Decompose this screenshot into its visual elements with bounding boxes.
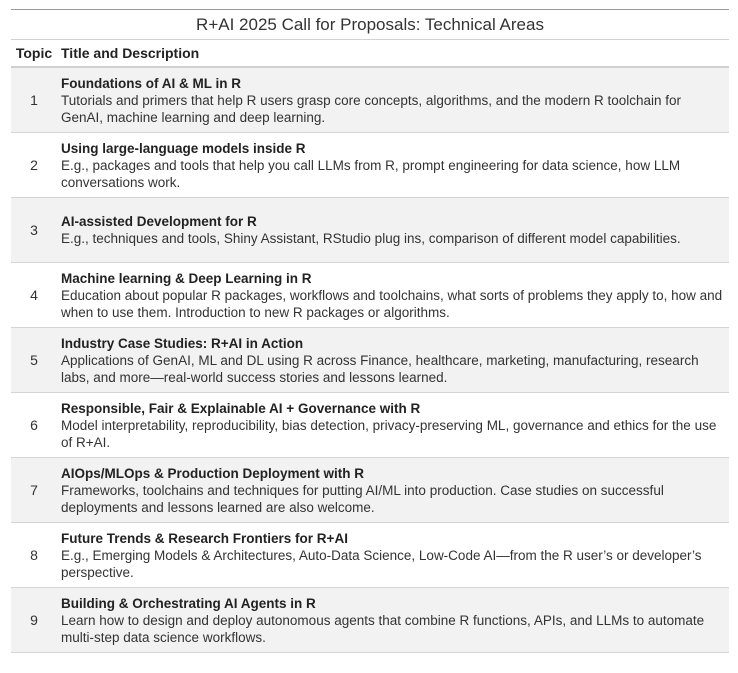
topic-title: AIOps/MLOps & Production Deployment with R: [61, 465, 365, 481]
topic-title: Industry Case Studies: R+AI in Action: [61, 335, 304, 351]
topic-title: Responsible, Fair & Explainable AI + Governance with R: [61, 400, 421, 416]
topic-title: Using large-language models inside R: [61, 140, 306, 156]
topic-description: E.g., Emerging Models & Architectures, Auto-Data Science, Low-Code AI—from the R user’s or developer’s perspective.: [61, 547, 702, 580]
table-row: [11, 523, 729, 588]
topic-description: Applications of GenAI, ML and DL using R across Finance, healthcare, marketing, manufacturing, research labs, and more—real-world success stories and lessons learned.: [61, 352, 699, 385]
topic-description: E.g., techniques and tools, Shiny Assistant, RStudio plug ins, comparison of different model capabilities.: [61, 231, 681, 246]
topic-cell: [57, 465, 729, 516]
topic-number: 1: [30, 92, 38, 108]
topic-number: 4: [30, 287, 38, 303]
topic-cell: [57, 75, 729, 126]
topic-number: 5: [30, 352, 38, 368]
topic-number: 8: [30, 547, 38, 563]
header-title-description: Title and Description: [61, 45, 200, 61]
header-topic: Topic: [15, 45, 53, 61]
topic-description: Model interpretability, reproducibility, bias detection, privacy-preserving ML, governance and ethics for the use of R+AI.: [61, 417, 717, 450]
table-row: [11, 263, 729, 328]
topic-cell: [57, 595, 729, 646]
topic-number: 7: [30, 482, 38, 498]
technical-areas-table: [11, 9, 729, 653]
topic-title: AI-assisted Development for R: [61, 214, 257, 229]
table-row: [11, 198, 729, 263]
table-header: [11, 40, 729, 68]
table-row: [11, 328, 729, 393]
topic-title: Machine learning & Deep Learning in R: [61, 270, 312, 286]
topic-cell: [57, 335, 729, 386]
topic-title: Future Trends & Research Frontiers for R+AI: [61, 530, 348, 546]
table-row: [11, 458, 729, 523]
topic-title: Building & Orchestrating AI Agents in R: [61, 595, 316, 611]
topic-cell: [57, 400, 729, 451]
topic-description: Learn how to design and deploy autonomous agents that combine R functions, APIs, and LLMs to automate multi-step data science workflows.: [61, 612, 705, 645]
topic-number: 3: [30, 222, 38, 238]
topic-description: Frameworks, toolchains and techniques for putting AI/ML into production. Case studies on successful deployments and lessons learned are also welcome.: [61, 482, 664, 515]
topic-title: Foundations of AI & ML in R: [61, 75, 241, 91]
topic-cell: [57, 140, 729, 191]
table-row: [11, 133, 729, 198]
topic-number: 9: [30, 612, 38, 628]
topic-description: Tutorials and primers that help R users grasp core concepts, algorithms, and the modern R toolchain for GenAI, machine learning and deep learning.: [61, 92, 682, 125]
table-row: [11, 68, 729, 133]
topic-number: 6: [30, 417, 38, 433]
topic-cell: [57, 213, 729, 247]
topic-description: Education about popular R packages, workflows and toolchains, what sorts of problems they apply to, how and when to use them. Introduction to new R packages or algorithms.: [61, 287, 723, 320]
table-row: [11, 588, 729, 653]
topic-cell: [57, 530, 729, 581]
topic-cell: [57, 270, 729, 321]
topic-number: 2: [30, 157, 38, 173]
table-row: [11, 393, 729, 458]
table-caption: R+AI 2025 Call for Proposals: Technical Areas: [11, 9, 729, 40]
topic-description: E.g., packages and tools that help you call LLMs from R, prompt engineering for data science, how LLM conversations work.: [61, 157, 681, 190]
